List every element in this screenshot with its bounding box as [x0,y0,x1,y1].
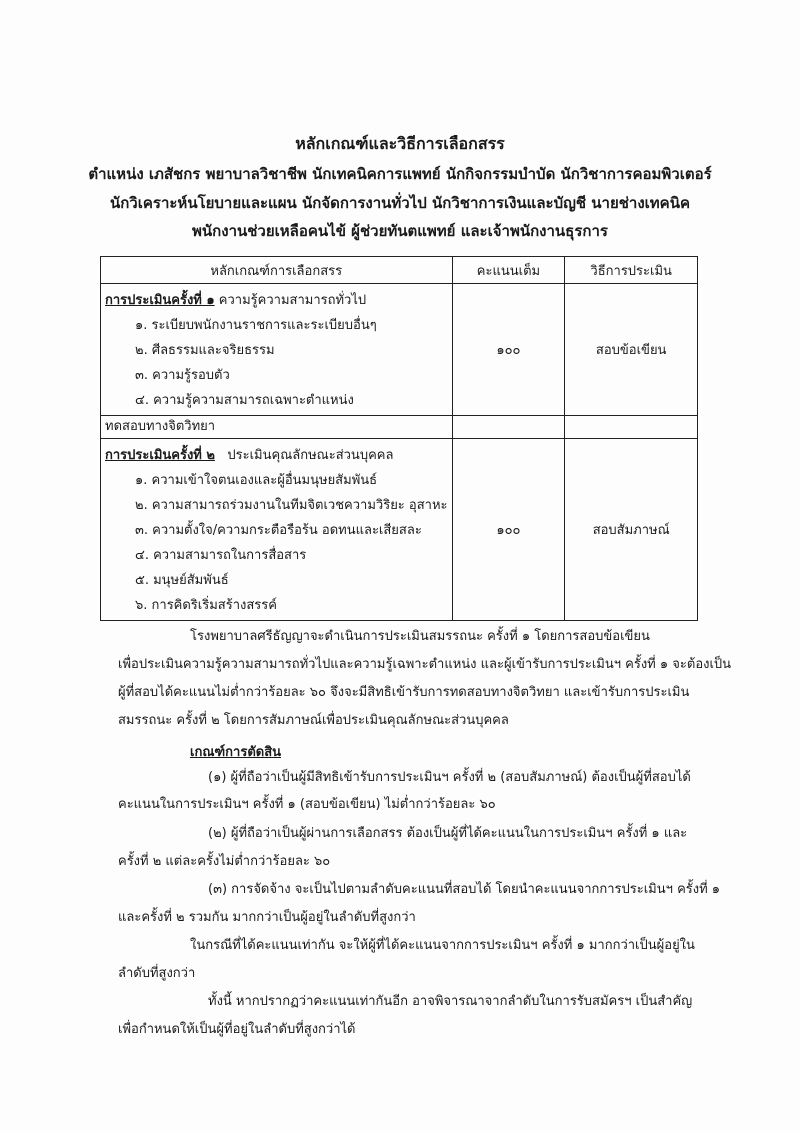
header-full-score: คะแนนเต็ม [452,257,565,284]
header-method: วิธีการประเมิน [565,257,698,284]
document-title: หลักเกณฑ์และวิธีการเลือกสรร [295,134,505,153]
round2-subject: ประเมินคุณลักษณะส่วนบุคคล [227,448,394,463]
criterion-3-line-2: และครั้งที่ ๒ รวมกัน มากกว่าเป็นผู้อยู่ในลำดับที่สูงกว่า [118,910,416,925]
round2-criteria-cell [101,439,453,621]
list-item: ๑. ระเบียบพนักงานราชการและระเบียบอื่นๆ [135,318,377,333]
round1-row [101,284,698,416]
round2-score: ๑๐๐ [452,439,565,621]
intro-line-4: สมรรถนะ ครั้งที่ ๒ โดยการสัมภาษณ์เพื่อประเมินคุณลักษณะส่วนบุคคล [118,713,509,728]
criterion-1-line-2: คะแนนในการประเมินฯ ครั้งที่ ๑ (สอบข้อเขียน) ไม่ต่ำกว่าร้อยละ ๖๐ [118,797,496,812]
intro-line-3: ผู้ที่สอบได้คะแนนไม่ต่ำกว่าร้อยละ ๖๐ จึงจะมีสิทธิเข้ารับการทดสอบทางจิตวิทยา และเข้ารับการประเมิน [118,685,690,700]
round2-method: สอบสัมภาษณ์ [565,439,698,621]
round1-criteria-cell [101,284,453,416]
round1-label: การประเมินครั้งที่ ๑ [105,293,215,308]
tie-rule-line-1: ในกรณีที่ได้คะแนนเท่ากัน จะให้ผู้ที่ได้คะแนนจากการประเมินฯ ครั้งที่ ๑ มากกว่าเป็นผู้อยู่ใน [190,938,695,953]
round1-score: ๑๐๐ [452,284,565,416]
criterion-2-line-1: (๒) ผู้ที่ถือว่าเป็นผู้ผ่านการเลือกสรร ต้องเป็นผู้ที่ได้คะแนนในการประเมินฯ ครั้งที่ ๑ และ [208,826,688,841]
final-rule-line-2: เพื่อกำหนดให้เป็นผู้ที่อยู่ในลำดับที่สูงกว่าได้ [118,1022,356,1037]
psych-row [101,416,698,439]
psych-test-cell [101,416,453,439]
list-item: ๒. ศีลธรรมและจริยธรรม [135,343,275,358]
list-item: ๕. มนุษย์สัมพันธ์ [135,573,229,588]
round1-method: สอบข้อเขียน [565,284,698,416]
list-item: ๖. การคิดริเริ่มสร้างสรรค์ [135,598,277,613]
list-item: ๒. ความสามารถร่วมงานในทีมจิตเวชความวิริยะ อุสาหะ [135,498,448,513]
intro-line-1: โรงพยาบาลศรีธัญญาจะดำเนินการประเมินสมรรถนะ ครั้งที่ ๑ โดยการสอบข้อเขียน [190,629,650,644]
intro-line-2: เพื่อประเมินความรู้ความสามารถทั่วไปและความรู้เฉพาะตำแหน่ง และผู้เข้ารับการประเมินฯ ครั้งที่ ๑ จะต้องเป็น [118,657,732,672]
criterion-3-line-1: (๓) การจัดจ้าง จะเป็นไปตามลำดับคะแนนที่สอบได้ โดยนำคะแนนจากการประเมินฯ ครั้งที่ ๑ [208,882,721,897]
criteria-heading: เกณฑ์การตัดสิน [190,745,282,760]
psych-method-empty [565,416,698,439]
list-item: ๓. ความตั้งใจ/ความกระตือรือร้น อดทนและเสียสละ [135,523,422,538]
criterion-2-line-2: ครั้งที่ ๒ แต่ละครั้งไม่ต่ำกว่าร้อยละ ๖๐ [118,854,331,869]
round2-row [101,439,698,621]
positions-line-2: นักวิเคราะห์นโยบายและแผน นักจัดการงานทั่วไป นักวิชาการเงินและบัญชี นายช่างเทคนิค [109,194,691,212]
list-item: ๓. ความรู้รอบตัว [135,368,230,383]
psych-test-label: ทดสอบทางจิตวิทยา [105,419,216,434]
positions-line-3: พนักงานช่วยเหลือคนไข้ ผู้ช่วยทันตแพทย์ และเจ้าพนักงานธุรการ [192,222,608,240]
tie-rule-line-2: ลำดับที่สูงกว่า [118,966,196,981]
psych-score-empty [452,416,565,439]
header-criteria: หลักเกณฑ์การเลือกสรร [101,257,453,284]
criteria-table [100,256,698,621]
final-rule-line-1: ทั้งนี้ หากปรากฏว่าคะแนนเท่ากันอีก อาจพิจารณาจากลำดับในการรับสมัครฯ เป็นสำคัญ [208,994,693,1009]
round2-label: การประเมินครั้งที่ ๒ [105,448,215,463]
positions-line-1: ตำแหน่ง เภสัชกร พยาบาลวิชาชีพ นักเทคนิคการแพทย์ นักกิจกรรมบำบัด นักวิชาการคอมพิวเตอร์ [88,165,712,183]
table-header-row [101,257,698,284]
list-item: ๔. ความสามารถในการสื่อสาร [135,548,307,563]
list-item: ๑. ความเข้าใจตนเองและผู้อื่นมนุษยสัมพันธ์ [135,473,378,488]
criterion-1-line-1: (๑) ผู้ที่ถือว่าเป็นผู้มีสิทธิเข้ารับการประเมินฯ ครั้งที่ ๒ (สอบสัมภาษณ์) ต้องเป็นผู้ที่สอบได้ [208,770,691,785]
round1-subject: ความรู้ความสามารถทั่วไป [218,293,367,308]
list-item: ๔. ความรู้ความสามารถเฉพาะตำแหน่ง [135,393,354,408]
